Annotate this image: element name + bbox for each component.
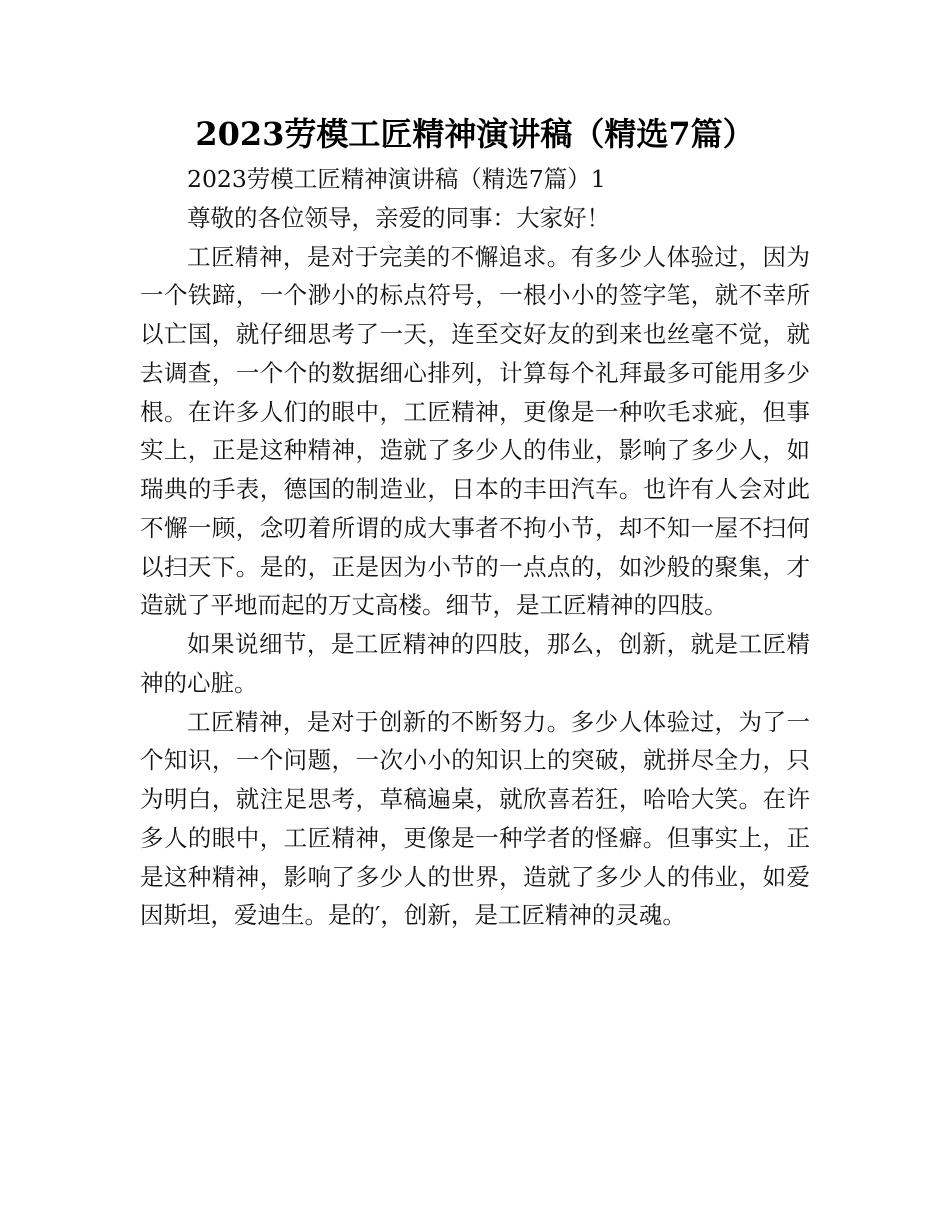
document-body [140, 160, 810, 935]
paragraph-transition: 如果说细节，是工匠精神的四肢，那么，创新，就是工匠精神的心脏。 [140, 630, 810, 697]
paragraph-innovation: 工匠精神，是对于创新的不断努力。多少人体验过，为了一个知识，一个问题，一次小小的知识上的突破，就拼尽全力，只为明白，就注足思考，草稿遍桌，就欣喜若狂，哈哈大笑。在许多人的眼中，工匠精神，更像是一种学者的怪癖。但事实上，正是这种精神，影响了多少人的世界，造就了多少人的伟业，如爱因斯坦，爱迪生。是的′，创新，是工匠精神的灵魂。 [140, 707, 810, 930]
paragraph-subtitle: 2023劳模工匠精神演讲稿（精选7篇）1 [187, 165, 606, 193]
paragraph-details: 工匠精神，是对于完美的不懈追求。有多少人体验过，因为一个铁蹄，一个渺小的标点符号，一根小小的签字笔，就不幸所以亡国，就仔细思考了一天，连至交好友的到来也丝毫不觉，就去调查，一个个的数据细心排列，计算每个礼拜最多可能用多少根。在许多人们的眼中，工匠精神，更像是一种吹毛求疵，但事实上，正是这种精神，造就了多少人的伟业，影响了多少人，如瑞典的手表，德国的制造业，日本的丰田汽车。也许有人会对此不懈一顾，念叨着所谓的成大事者不拘小节，却不知一屋不扫何以扫天下。是的，正是因为小节的一点点的，如沙般的聚集，才造就了平地而起的万丈高楼。细节，是工匠精神的四肢。 [140, 242, 810, 620]
document-title: 2023劳模工匠精神演讲稿（精选7篇） [195, 115, 755, 153]
paragraph-greeting: 尊敬的各位领导，亲爱的同事：大家好！ [187, 203, 610, 232]
